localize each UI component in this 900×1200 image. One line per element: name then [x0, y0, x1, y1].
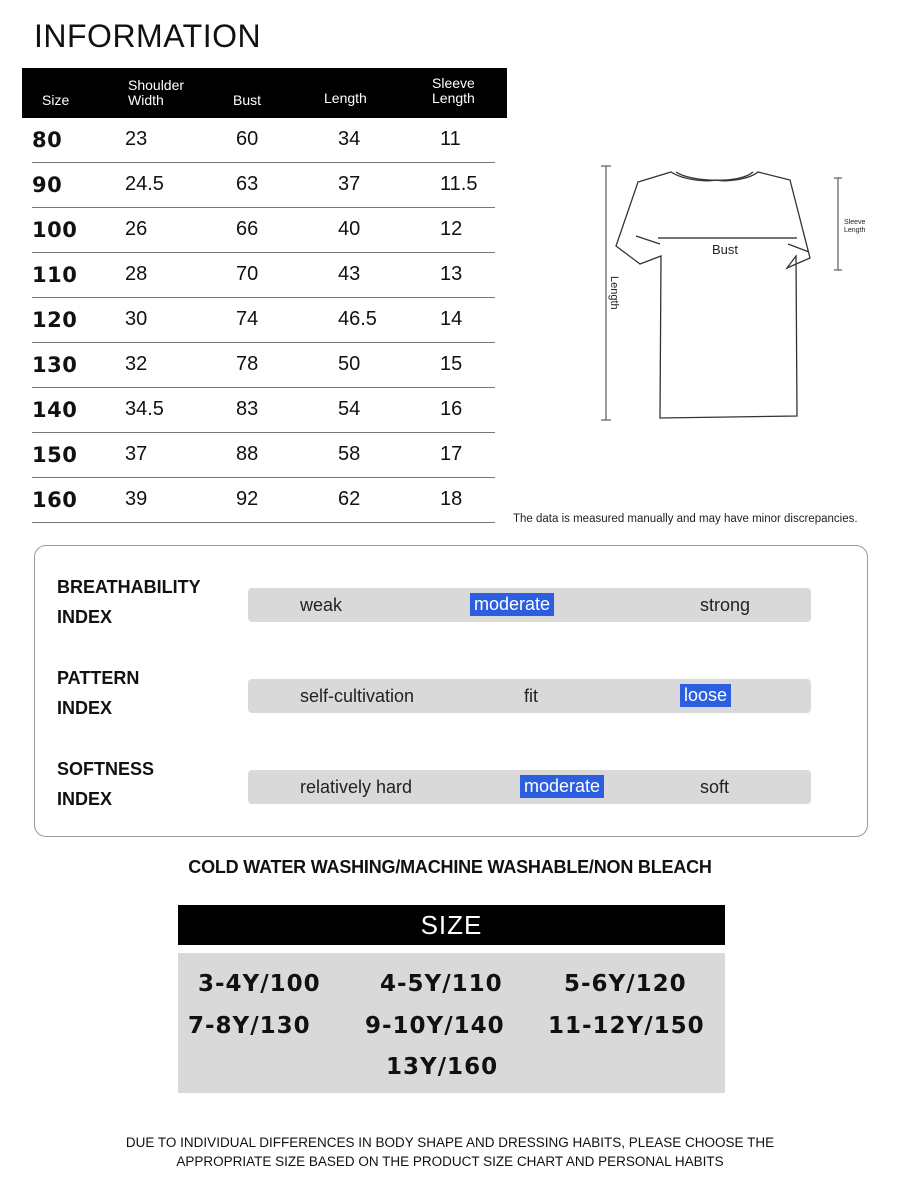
measure-cell: 39: [125, 488, 148, 510]
size-cell: 90: [32, 173, 63, 197]
size-option: 13Y/160: [386, 1054, 499, 1080]
size-option: 11-12Y/150: [548, 1013, 705, 1039]
header-length: Length: [324, 90, 367, 106]
size-list: [178, 953, 725, 1093]
index-option: soft: [700, 777, 730, 797]
footer-line-1: DUE TO INDIVIDUAL DIFFERENCES IN BODY SHAPE AND DRESSING HABITS, PLEASE CHOOSE THE: [125, 1135, 775, 1150]
measure-cell: 43: [338, 263, 361, 285]
care-instructions: COLD WATER WASHING/MACHINE WASHABLE/NON BLEACH: [188, 857, 712, 877]
size-cell: 150: [32, 443, 78, 467]
size-option: 7-8Y/130: [188, 1013, 311, 1039]
size-heading: SIZE: [178, 905, 725, 945]
measure-cell: 88: [236, 443, 259, 465]
measure-cell: 46.5: [338, 308, 377, 330]
index-option: strong: [700, 595, 751, 615]
table-row: [32, 163, 495, 208]
index-option: fit: [524, 686, 539, 706]
table-row: [32, 388, 495, 433]
index-option: weak: [300, 595, 343, 615]
index-label-line1: BREATHABILITY: [57, 577, 201, 597]
measure-cell: 74: [236, 308, 259, 330]
bust-label: Bust: [712, 242, 739, 257]
table-header: [22, 68, 507, 118]
size-cell: 140: [32, 398, 78, 422]
measure-cell: 12: [440, 218, 463, 240]
table-row: [32, 343, 495, 388]
measure-cell: 63: [236, 173, 259, 195]
table-row: [32, 118, 495, 163]
index-label: [57, 663, 139, 723]
measure-cell: 11.5: [440, 173, 478, 195]
measure-cell: 66: [236, 218, 259, 240]
measure-cell: 17: [440, 443, 463, 465]
index-label: [57, 754, 154, 814]
table-body: [22, 118, 507, 523]
index-option-selected: moderate: [470, 593, 554, 616]
measure-cell: 30: [125, 308, 148, 330]
measure-cell: 11: [440, 128, 461, 150]
index-label: [57, 572, 201, 632]
index-label-line1: PATTERN: [57, 668, 140, 688]
measure-cell: 15: [440, 353, 463, 375]
measure-cell: 37: [125, 443, 148, 465]
index-scale: [248, 588, 811, 622]
size-table: [22, 68, 507, 523]
footer-note: [0, 1133, 900, 1171]
measure-cell: 13: [440, 263, 463, 285]
measure-cell: 14: [440, 308, 463, 330]
measure-cell: 92: [236, 488, 259, 510]
measure-cell: 54: [338, 398, 361, 420]
measure-cell: 34: [338, 128, 361, 150]
index-label-line2: INDEX: [57, 607, 113, 627]
index-label-line1: SOFTNESS: [57, 759, 155, 779]
measurement-note: The data is measured manually and may have minor discrepancies.: [513, 513, 858, 525]
measure-cell: 40: [338, 218, 361, 240]
index-panel: [34, 545, 868, 837]
index-option: relatively hard: [300, 777, 413, 797]
size-option: 9-10Y/140: [365, 1013, 505, 1039]
size-option: 3-4Y/100: [198, 971, 321, 997]
measure-cell: 58: [338, 443, 361, 465]
size-cell: 100: [32, 218, 78, 242]
table-row: [32, 208, 495, 253]
measure-cell: 16: [440, 398, 463, 420]
index-option-selected: moderate: [520, 775, 604, 798]
measure-cell: 60: [236, 128, 259, 150]
index-scale: [248, 770, 811, 804]
measure-cell: 24.5: [125, 173, 164, 195]
measure-cell: 32: [125, 353, 148, 375]
index-label-line2: INDEX: [57, 789, 113, 809]
size-cell: 160: [32, 488, 78, 512]
sleeve-label-line2: Length: [844, 227, 866, 234]
index-label-line2: INDEX: [57, 698, 113, 718]
table-row: [32, 298, 495, 343]
size-option: 4-5Y/110: [380, 971, 503, 997]
index-option-selected: loose: [680, 684, 731, 707]
table-row: [32, 253, 495, 298]
measure-cell: 62: [338, 488, 361, 510]
measure-cell: 23: [125, 128, 148, 150]
measure-cell: 83: [236, 398, 259, 420]
page-title: INFORMATION: [34, 18, 262, 54]
index-scale: [248, 679, 811, 713]
measure-cell: 50: [338, 353, 361, 375]
sleeve-label-line1: Sleeve: [844, 219, 866, 226]
index-option: self-cultivation: [300, 686, 415, 706]
size-cell: 110: [32, 263, 78, 287]
measure-cell: 18: [440, 488, 463, 510]
measure-cell: 37: [338, 173, 361, 195]
header-sleeve-length: Sleeve Length: [432, 75, 475, 106]
header-shoulder-width: Shoulder Width: [128, 77, 185, 108]
measure-cell: 28: [125, 263, 148, 285]
size-cell: 130: [32, 353, 78, 377]
header-bust: Bust: [233, 92, 262, 108]
table-row: [32, 478, 495, 523]
table-row: [32, 433, 495, 478]
header-size: Size: [42, 92, 70, 108]
size-option: 5-6Y/120: [564, 971, 687, 997]
measure-cell: 34.5: [125, 398, 164, 420]
size-cell: 120: [32, 308, 78, 332]
measure-cell: 78: [236, 353, 259, 375]
length-label: Length: [608, 276, 620, 310]
tshirt-diagram: [598, 158, 878, 428]
measure-cell: 26: [125, 218, 148, 240]
size-cell: 80: [32, 128, 63, 152]
measure-cell: 70: [236, 263, 259, 285]
footer-line-2: APPROPRIATE SIZE BASED ON THE PRODUCT SIZE CHART AND PERSONAL HABITS: [176, 1154, 724, 1169]
shirt-outline: [616, 172, 810, 418]
